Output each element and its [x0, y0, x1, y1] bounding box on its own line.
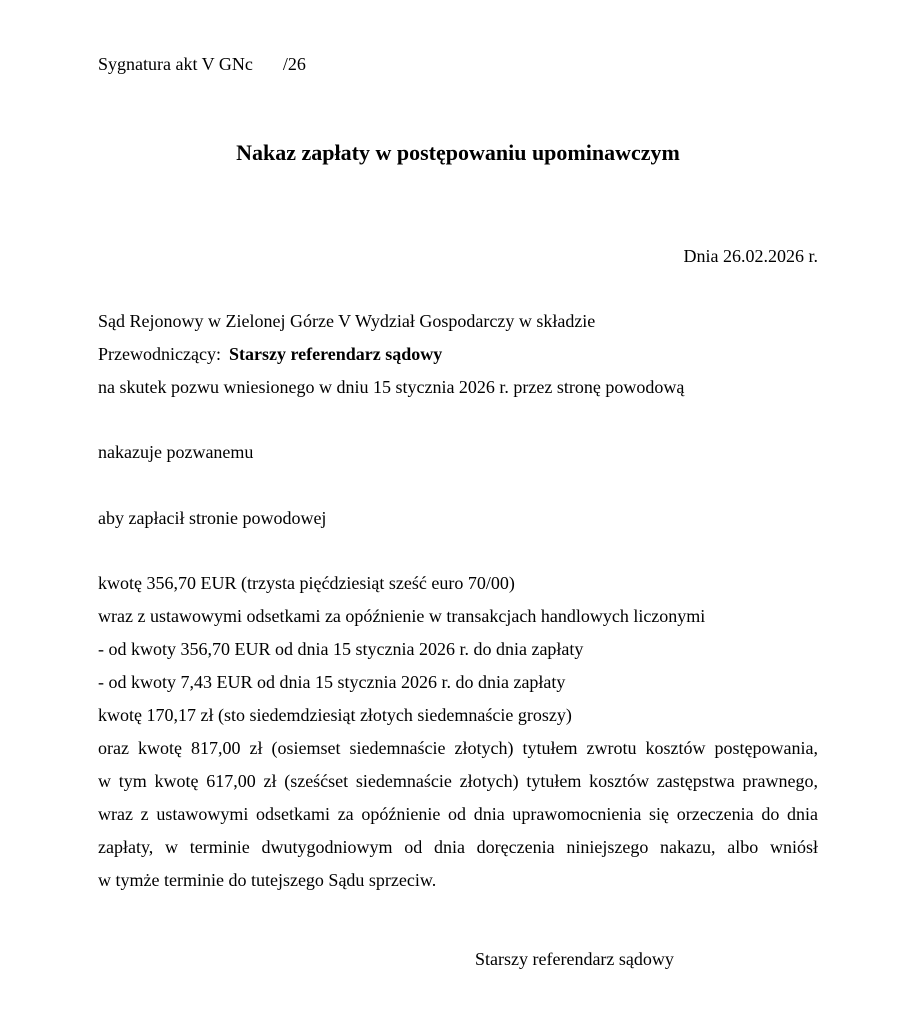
- document-date: Dnia 26.02.2026 r.: [683, 246, 818, 266]
- court-line: Sąd Rejonowy w Zielonej Górze V Wydział Gospodarczy w składzie: [98, 311, 596, 331]
- amount-line: wraz z ustawowymi odsetkami za opóźnienie w transakcjach handlowych liczonymi: [98, 606, 706, 626]
- case-number: /26: [282, 54, 306, 74]
- closing-line: zapłaty, w terminie dwutygodniowym od dnia doręczenia niniejszego nakazu, albo wniósł: [98, 837, 818, 857]
- closing-line: oraz kwotę 817,00 zł (osiemset siedemnaście złotych) tytułem zwrotu kosztów postępowania,: [98, 738, 818, 758]
- presiding-line: [98, 338, 818, 371]
- amount-line: - od kwoty 356,70 EUR od dnia 15 stycznia 2026 r. do dnia zapłaty: [98, 639, 584, 659]
- case-reference-label: Sygnatura akt V GNc: [98, 54, 253, 74]
- amount-line: kwotę 170,17 zł (sto siedemdziesiąt złotych siedemnaście groszy): [98, 705, 572, 725]
- amount-line: kwotę 356,70 EUR (trzysta pięćdziesiąt sześć euro 70/00): [98, 573, 515, 593]
- order-command-line: nakazuje pozwanemu: [98, 442, 254, 462]
- closing-line: w tym kwotę 617,00 zł (sześćset siedemnaście złotych) tytułem kosztów zastępstwa prawnego,: [98, 771, 818, 791]
- document-title: Nakaz zapłaty w postępowaniu upominawczym: [236, 140, 680, 165]
- presiding-label: Przewodniczący:: [98, 344, 221, 364]
- intro-section: [98, 305, 818, 404]
- case-reference: [98, 48, 818, 81]
- closing-line: wraz z ustawowymi odsetkami za opóźnienie od dnia uprawomocnienia się orzeczenia do dnia: [98, 804, 818, 824]
- order-pay-line: aby zapłacił stronie powodowej: [98, 508, 327, 528]
- closing-line: w tymże terminie do tutejszego Sądu sprzeciw.: [98, 870, 437, 890]
- filing-line: na skutek pozwu wniesionego w dniu 15 stycznia 2026 r. przez stronę powodową: [98, 377, 685, 397]
- presiding-name: Starszy referendarz sądowy: [228, 344, 443, 364]
- signature-line: Starszy referendarz sądowy: [475, 949, 674, 969]
- amount-line: - od kwoty 7,43 EUR od dnia 15 stycznia 2026 r. do dnia zapłaty: [98, 672, 566, 692]
- amounts-section: [98, 567, 818, 897]
